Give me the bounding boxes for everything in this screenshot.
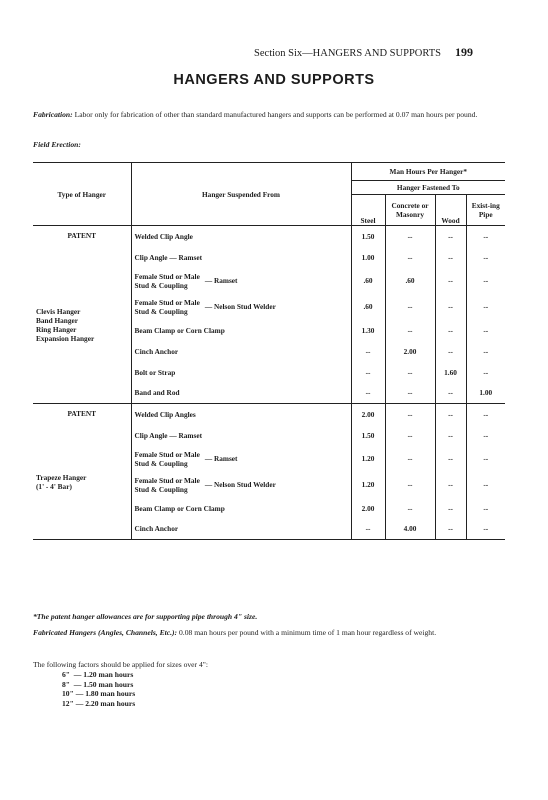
row-desc: Clip Angle — Ramset xyxy=(131,247,351,268)
row-desc: Bolt or Strap xyxy=(131,362,351,383)
cell-wood: -- xyxy=(435,268,466,294)
cell-existing: -- xyxy=(466,362,505,383)
row-desc-b: Stud & Coupling xyxy=(134,458,188,468)
row-desc-a: Female Stud or Male xyxy=(134,297,200,307)
col-suspended-header: Hanger Suspended From xyxy=(131,163,351,226)
fabrication-text: Labor only for fabrication of other than standard manufactured hangers and supports can be performed at 0.07 man hours per pound. xyxy=(74,110,478,119)
row-desc: Welded Clip Angles xyxy=(131,404,351,425)
size-factor: 12" — 2.20 man hours xyxy=(62,698,136,708)
hanger-type: Clevis Hanger xyxy=(36,306,81,316)
cell-concrete: -- xyxy=(385,446,435,472)
cell-wood: -- xyxy=(435,341,466,362)
col-wood-header: Wood xyxy=(435,195,466,226)
cell-steel: .60 xyxy=(351,294,385,320)
factors-intro: The following factors should be applied for sizes over 4": xyxy=(33,660,208,669)
row-desc-a: Female Stud or Male xyxy=(134,449,200,459)
cell-steel: 2.00 xyxy=(351,498,385,519)
cell-concrete: -- xyxy=(385,425,435,446)
cell-steel: 1.20 xyxy=(351,472,385,498)
col-steel-header: Steel xyxy=(351,195,385,226)
cell-existing: -- xyxy=(466,320,505,341)
field-erection-label: Field Erection: xyxy=(33,140,81,149)
cell-concrete: -- xyxy=(385,247,435,268)
cell-wood: -- xyxy=(435,472,466,498)
hanger-type: Trapeze Hanger xyxy=(36,472,87,482)
cell-concrete: -- xyxy=(385,404,435,425)
patent-label: PATENT xyxy=(33,404,131,425)
cell-steel: 1.30 xyxy=(351,320,385,341)
fabricated-lead: Fabricated Hangers (Angles, Channels, Etc.): xyxy=(33,628,178,637)
cell-concrete: -- xyxy=(385,294,435,320)
row-desc-a: Female Stud or Male xyxy=(134,271,200,281)
row-desc: Beam Clamp or Corn Clamp xyxy=(131,320,351,341)
row-desc: Clip Angle — Ramset xyxy=(131,425,351,446)
size-factor: 10" — 1.80 man hours xyxy=(62,689,136,698)
cell-existing: -- xyxy=(466,446,505,472)
cell-steel: 1.50 xyxy=(351,425,385,446)
cell-concrete: -- xyxy=(385,226,435,247)
cell-existing: -- xyxy=(466,226,505,247)
row-desc-b: Stud & Coupling xyxy=(134,306,188,316)
cell-steel: -- xyxy=(351,519,385,540)
table-row xyxy=(33,404,505,425)
hanger-type: Expansion Hanger xyxy=(36,333,95,343)
cell-steel: -- xyxy=(351,383,385,404)
col-group-header: Man Hours Per Hanger* xyxy=(351,163,505,181)
row-desc xyxy=(131,446,351,472)
cell-existing: -- xyxy=(466,294,505,320)
row-desc-b: Stud & Coupling xyxy=(134,484,188,494)
hanger-type-group xyxy=(33,425,131,540)
row-desc xyxy=(131,268,351,294)
cell-steel: -- xyxy=(351,341,385,362)
cell-existing: -- xyxy=(466,519,505,540)
hanger-type: (1' - 4' Bar) xyxy=(36,481,72,491)
cell-wood: -- xyxy=(435,446,466,472)
cell-wood: -- xyxy=(435,226,466,247)
size-factor: 6" — 1.20 man hours xyxy=(62,670,134,679)
cell-steel: 1.00 xyxy=(351,247,385,268)
col-existing-header: Exist-ing Pipe xyxy=(466,195,505,226)
cell-concrete: -- xyxy=(385,498,435,519)
row-desc: Welded Clip Angle xyxy=(131,226,351,247)
row-desc-c: — Ramset xyxy=(204,276,238,285)
cell-wood: -- xyxy=(435,404,466,425)
cell-wood: 1.60 xyxy=(435,362,466,383)
row-desc-b: Stud & Coupling xyxy=(134,280,188,290)
row-desc xyxy=(131,294,351,320)
cell-concrete: .60 xyxy=(385,268,435,294)
row-desc: Band and Rod xyxy=(131,383,351,404)
table-row xyxy=(33,247,505,268)
hanger-type: Ring Hanger xyxy=(36,324,77,334)
cell-existing: -- xyxy=(466,404,505,425)
hanger-type: Band Hanger xyxy=(36,315,78,325)
cell-concrete: 2.00 xyxy=(385,341,435,362)
fabrication-lead: Fabrication: xyxy=(33,110,73,119)
cell-concrete: -- xyxy=(385,320,435,341)
hanger-table xyxy=(33,162,505,540)
cell-steel: -- xyxy=(351,362,385,383)
size-factor: 8" — 1.50 man hours xyxy=(62,679,134,689)
cell-steel: 1.50 xyxy=(351,226,385,247)
cell-existing: -- xyxy=(466,268,505,294)
row-desc xyxy=(131,472,351,498)
row-desc-c: — Nelson Stud Welder xyxy=(204,302,276,311)
hanger-type-group xyxy=(33,247,131,404)
patent-footnote: *The patent hanger allowances are for supporting pipe through 4" size. xyxy=(33,612,258,621)
row-desc: Cinch Anchor xyxy=(131,519,351,540)
cell-wood: -- xyxy=(435,519,466,540)
table-row xyxy=(33,425,505,446)
table-row xyxy=(33,226,505,247)
fabricated-hangers-paragraph xyxy=(33,628,519,638)
cell-concrete: -- xyxy=(385,383,435,404)
patent-label: PATENT xyxy=(67,231,96,240)
row-desc-c: — Nelson Stud Welder xyxy=(204,480,276,489)
row-desc: Beam Clamp or Corn Clamp xyxy=(131,498,351,519)
cell-existing: -- xyxy=(466,498,505,519)
fabricated-text: 0.08 man hours per pound with a minimum time of 1 man hour regardless of weight. xyxy=(179,628,437,637)
cell-wood: -- xyxy=(435,425,466,446)
size-factors-list xyxy=(62,670,135,708)
cell-concrete: -- xyxy=(385,472,435,498)
cell-concrete: 4.00 xyxy=(385,519,435,540)
running-title: Section Six—HANGERS AND SUPPORTS xyxy=(254,48,441,59)
cell-existing: 1.00 xyxy=(466,383,505,404)
row-desc-a: Female Stud or Male xyxy=(134,475,200,485)
row-desc: Cinch Anchor xyxy=(131,341,351,362)
cell-existing: -- xyxy=(466,425,505,446)
cell-wood: -- xyxy=(435,383,466,404)
cell-existing: -- xyxy=(466,247,505,268)
col-subgroup-header: Hanger Fastened To xyxy=(351,181,505,195)
cell-existing: -- xyxy=(466,341,505,362)
page-title: HANGERS AND SUPPORTS xyxy=(173,72,375,88)
col-concrete-header: Concrete or Masonry xyxy=(385,195,435,226)
cell-concrete: -- xyxy=(385,362,435,383)
cell-wood: -- xyxy=(435,320,466,341)
cell-steel: 1.20 xyxy=(351,446,385,472)
cell-steel: .60 xyxy=(351,268,385,294)
running-head xyxy=(0,45,473,60)
cell-existing: -- xyxy=(466,472,505,498)
cell-wood: -- xyxy=(435,247,466,268)
cell-steel: 2.00 xyxy=(351,404,385,425)
page-number: 199 xyxy=(455,45,473,59)
fabrication-paragraph xyxy=(33,110,519,120)
cell-wood: -- xyxy=(435,294,466,320)
col-type-header: Type of Hanger xyxy=(33,163,131,226)
cell-wood: -- xyxy=(435,498,466,519)
row-desc-c: — Ramset xyxy=(204,454,238,463)
